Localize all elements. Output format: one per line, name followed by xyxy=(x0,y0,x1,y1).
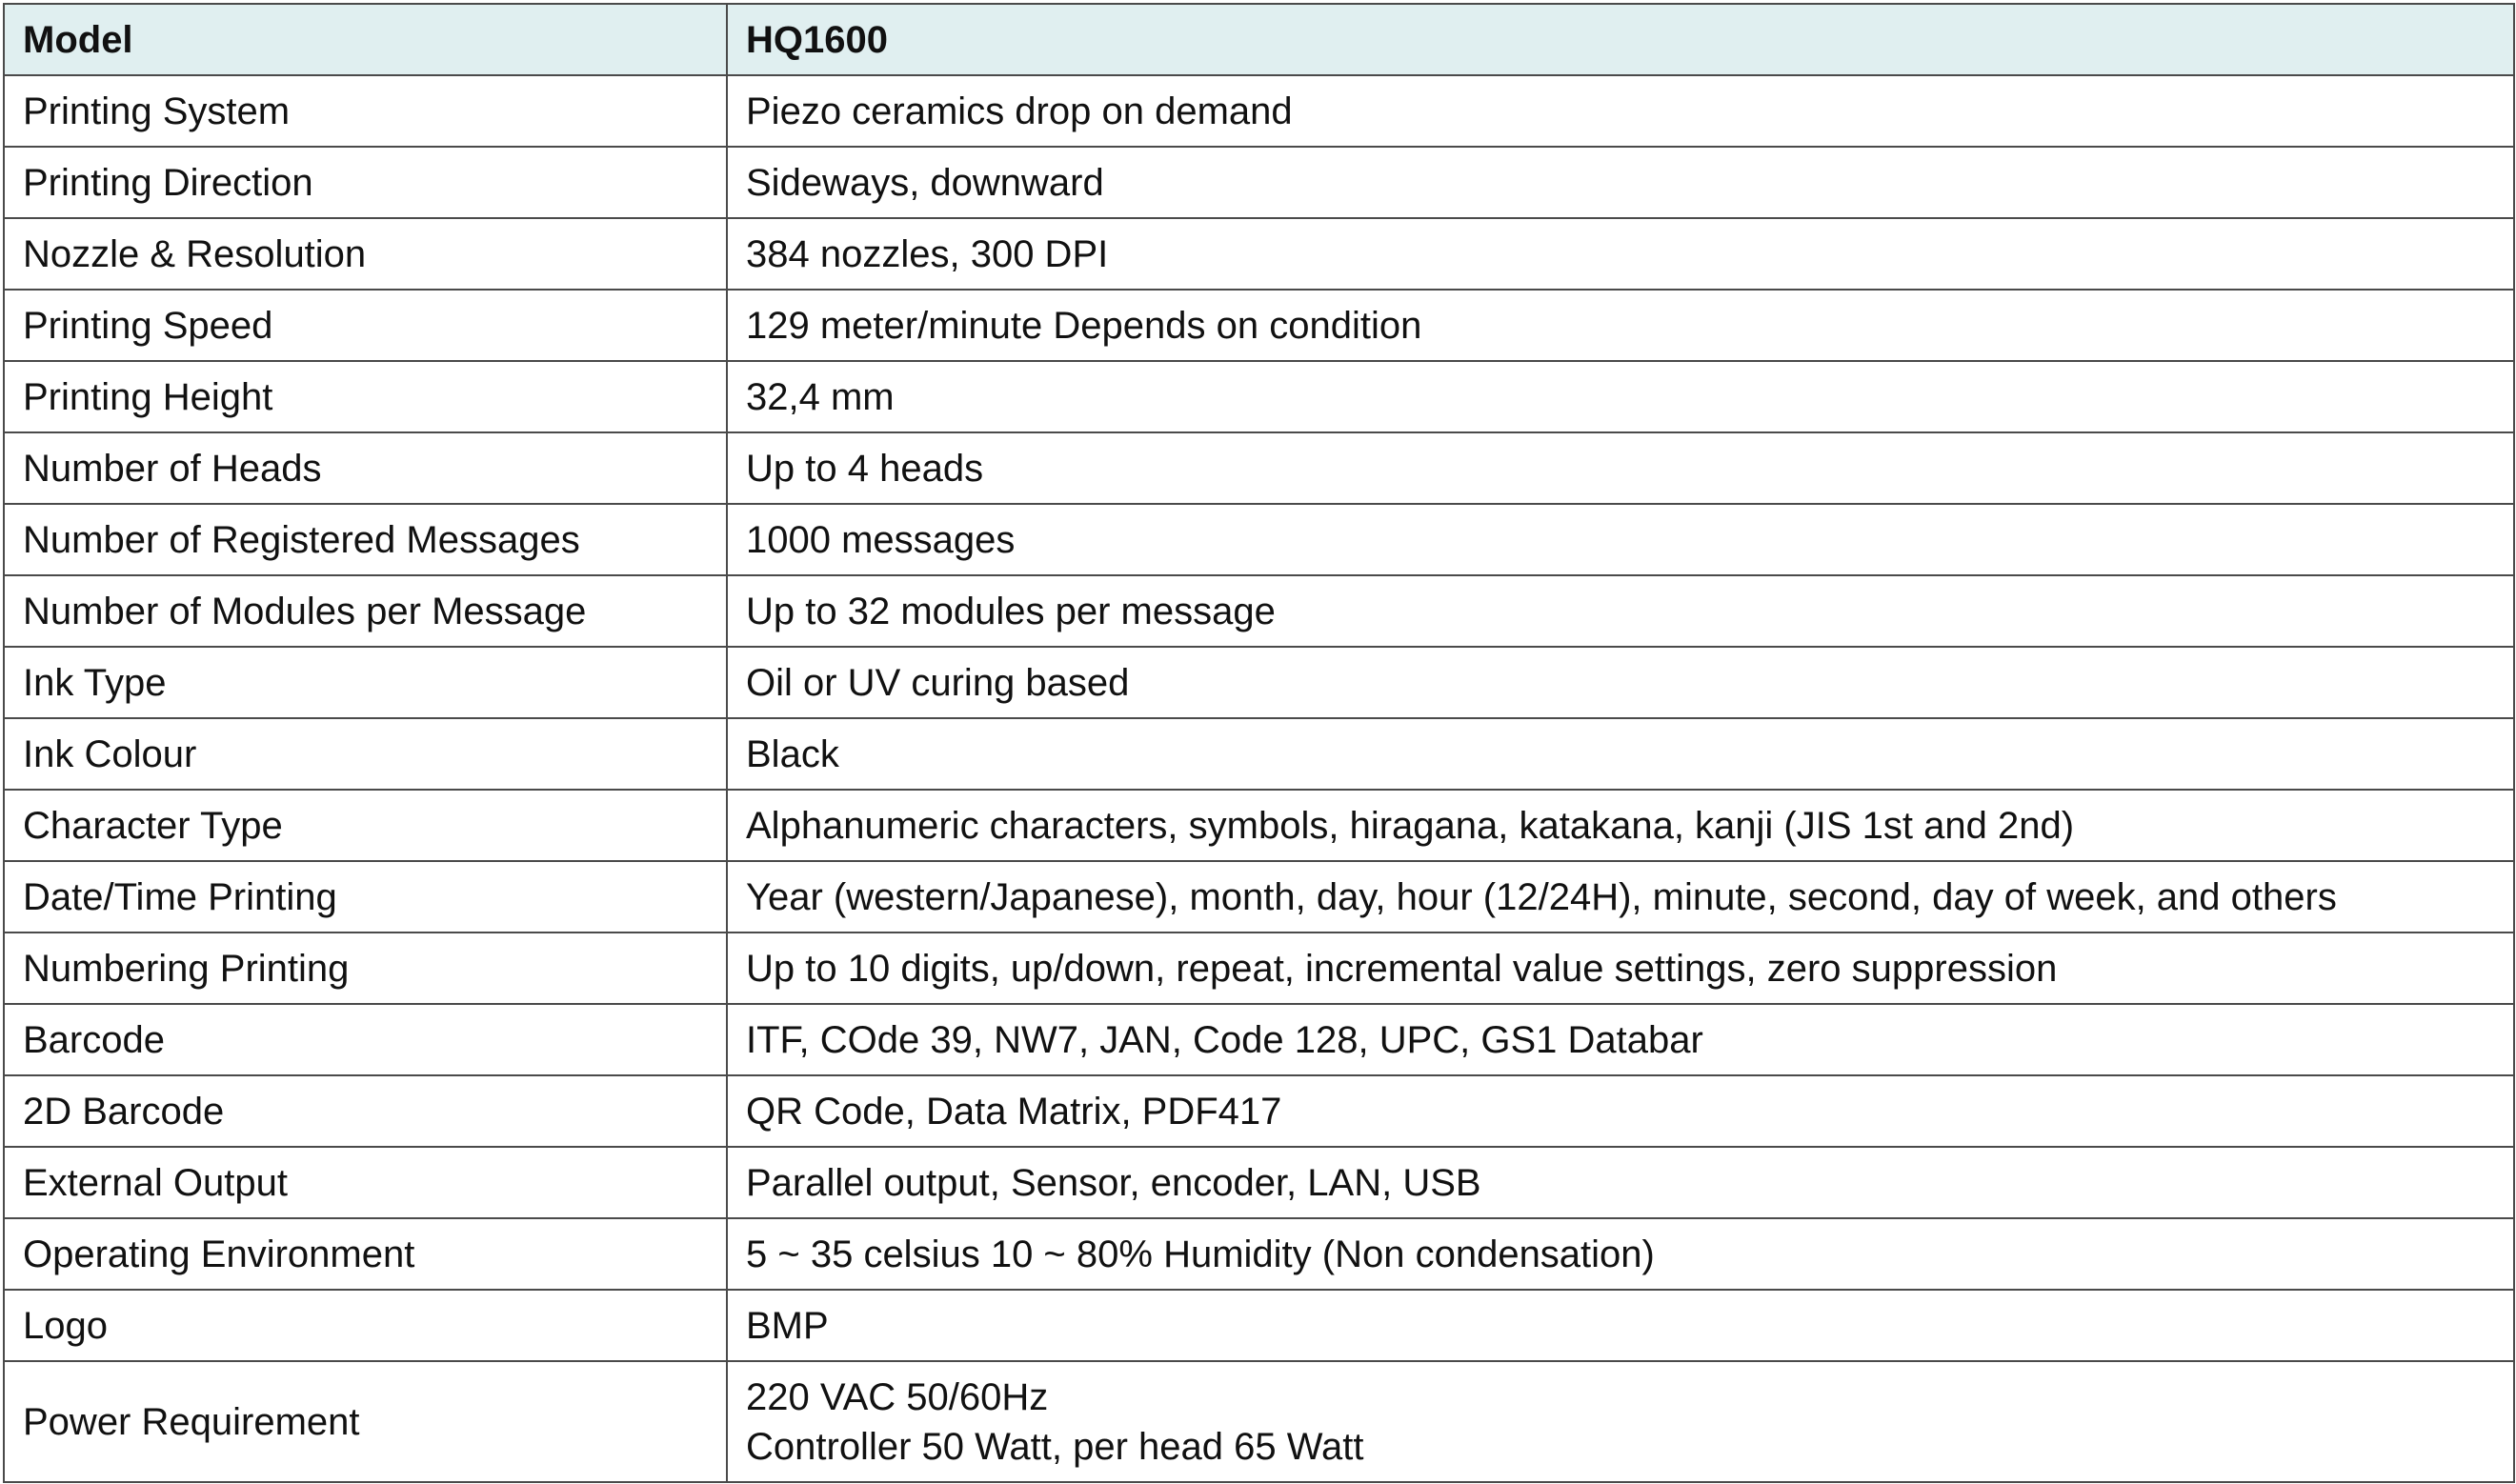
spec-label: 2D Barcode xyxy=(4,1075,727,1147)
spec-value-line: Controller 50 Watt, per head 65 Watt xyxy=(746,1425,1364,1468)
spec-value: Oil or UV curing based xyxy=(727,647,2514,718)
spec-value: 5 ~ 35 celsius 10 ~ 80% Humidity (Non condensation) xyxy=(727,1218,2514,1290)
spec-value: 1000 messages xyxy=(727,504,2514,575)
table-row xyxy=(4,290,2514,361)
table-row xyxy=(4,432,2514,504)
spec-value: 129 meter/minute Depends on condition xyxy=(727,290,2514,361)
spec-value: Up to 4 heads xyxy=(727,432,2514,504)
table-row xyxy=(4,147,2514,218)
spec-value: Up to 10 digits, up/down, repeat, incremental value settings, zero suppression xyxy=(727,933,2514,1004)
spec-value: Parallel output, Sensor, encoder, LAN, USB xyxy=(727,1147,2514,1218)
spec-table xyxy=(3,3,2515,1483)
spec-value: BMP xyxy=(727,1290,2514,1361)
spec-label: Nozzle & Resolution xyxy=(4,218,727,290)
table-row xyxy=(4,575,2514,647)
table-row xyxy=(4,790,2514,861)
table-row xyxy=(4,1290,2514,1361)
table-row xyxy=(4,718,2514,790)
spec-value: ITF, COde 39, NW7, JAN, Code 128, UPC, GS1 Databar xyxy=(727,1004,2514,1075)
spec-label: Ink Colour xyxy=(4,718,727,790)
spec-value: 32,4 mm xyxy=(727,361,2514,432)
header-value-cell: HQ1600 xyxy=(727,4,2514,75)
spec-value: Black xyxy=(727,718,2514,790)
table-row xyxy=(4,361,2514,432)
table-row xyxy=(4,504,2514,575)
table-row xyxy=(4,1218,2514,1290)
spec-value: Alphanumeric characters, symbols, hiragana, katakana, kanji (JIS 1st and 2nd) xyxy=(727,790,2514,861)
spec-table-header xyxy=(4,4,2514,75)
spec-label: Printing Height xyxy=(4,361,727,432)
spec-label: Power Requirement xyxy=(4,1361,727,1482)
table-row xyxy=(4,647,2514,718)
spec-label: Printing System xyxy=(4,75,727,147)
spec-label: Character Type xyxy=(4,790,727,861)
spec-label: Date/Time Printing xyxy=(4,861,727,933)
spec-label: Barcode xyxy=(4,1004,727,1075)
spec-label: Ink Type xyxy=(4,647,727,718)
spec-label: Printing Speed xyxy=(4,290,727,361)
table-row xyxy=(4,861,2514,933)
header-label-cell: Model xyxy=(4,4,727,75)
table-row xyxy=(4,1361,2514,1482)
table-row xyxy=(4,1004,2514,1075)
spec-value-line: 220 VAC 50/60Hz xyxy=(746,1375,1049,1418)
spec-label: Printing Direction xyxy=(4,147,727,218)
spec-value: 384 nozzles, 300 DPI xyxy=(727,218,2514,290)
spec-table-body xyxy=(4,75,2514,1482)
spec-value xyxy=(727,1361,2514,1482)
spec-value: Sideways, downward xyxy=(727,147,2514,218)
spec-label: Operating Environment xyxy=(4,1218,727,1290)
spec-label: Numbering Printing xyxy=(4,933,727,1004)
spec-label: Number of Registered Messages xyxy=(4,504,727,575)
header-row xyxy=(4,4,2514,75)
spec-value: Up to 32 modules per message xyxy=(727,575,2514,647)
table-row xyxy=(4,933,2514,1004)
spec-label: Logo xyxy=(4,1290,727,1361)
spec-label: Number of Heads xyxy=(4,432,727,504)
spec-value: Piezo ceramics drop on demand xyxy=(727,75,2514,147)
table-row xyxy=(4,1147,2514,1218)
spec-label: Number of Modules per Message xyxy=(4,575,727,647)
table-row xyxy=(4,218,2514,290)
spec-label: External Output xyxy=(4,1147,727,1218)
table-row xyxy=(4,75,2514,147)
table-row xyxy=(4,1075,2514,1147)
spec-value: Year (western/Japanese), month, day, hour (12/24H), minute, second, day of week, and others xyxy=(727,861,2514,933)
spec-value: QR Code, Data Matrix, PDF417 xyxy=(727,1075,2514,1147)
